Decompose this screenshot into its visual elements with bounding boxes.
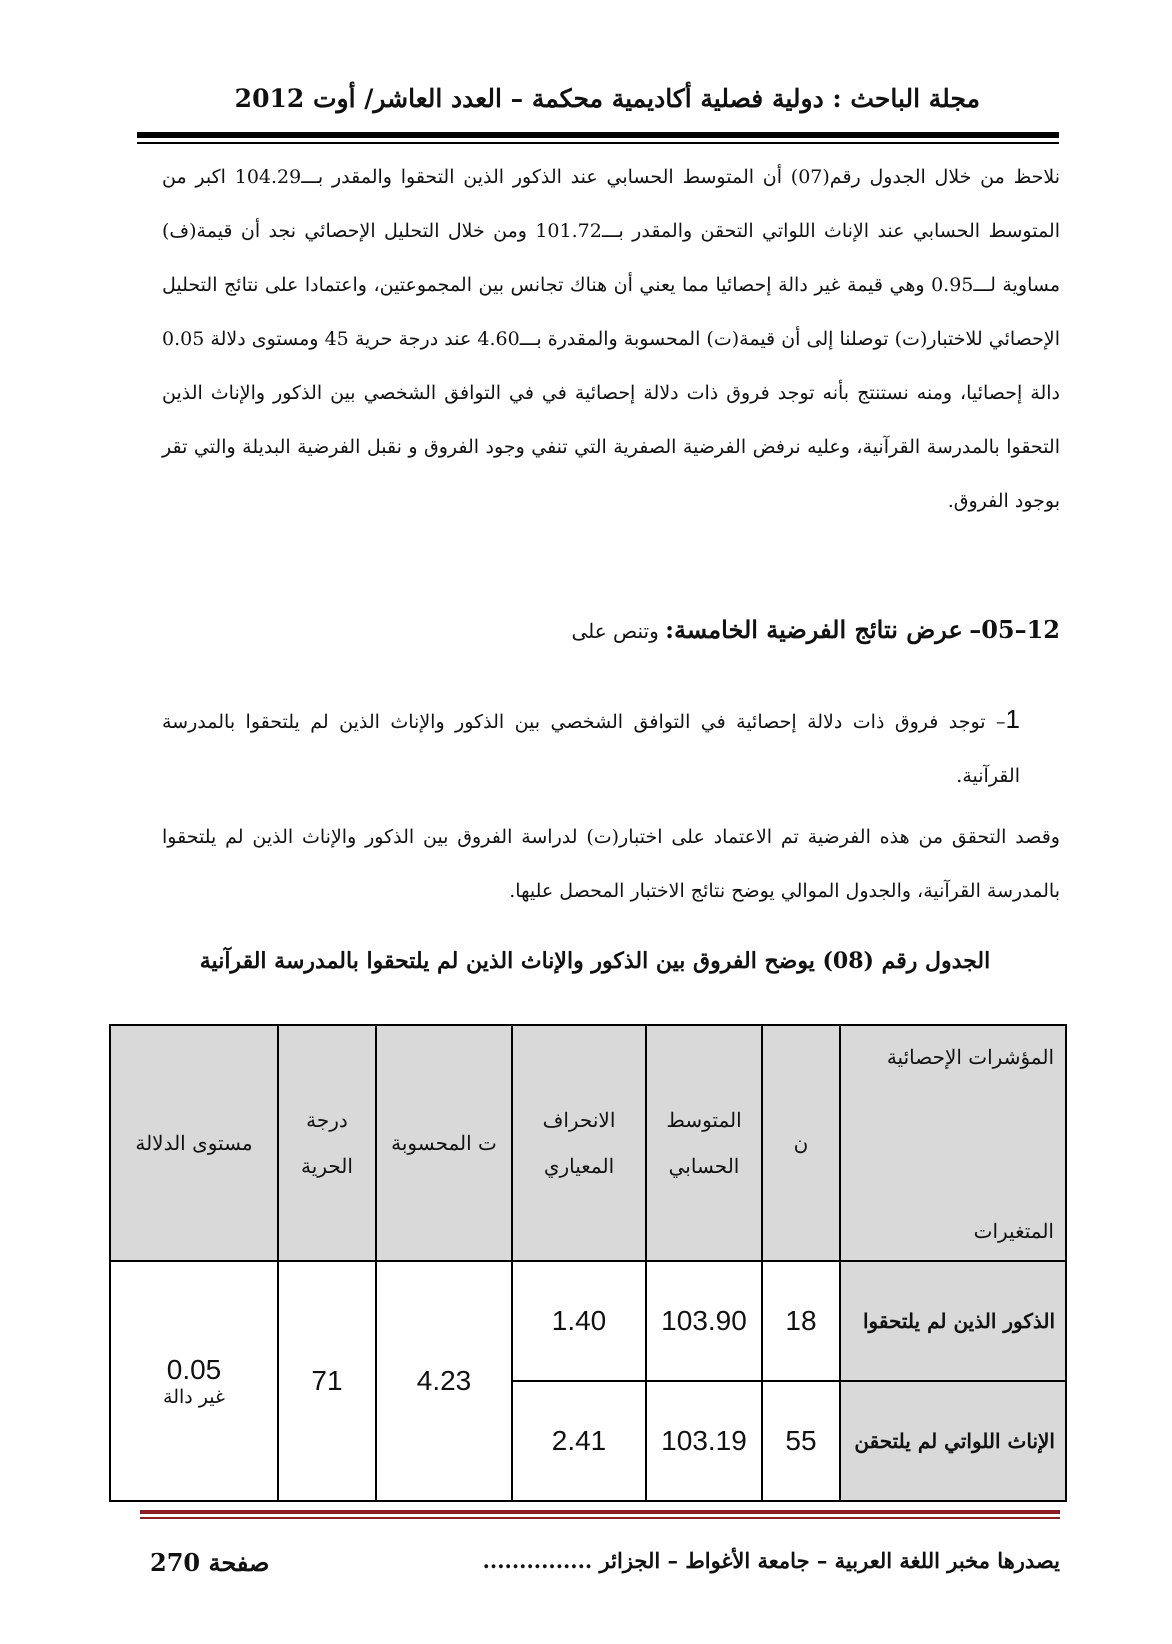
footer-publisher: يصدرها مخبر اللغة العربية – جامعة الأغواط – الجزائر ............... bbox=[482, 1548, 1060, 1573]
section-rest: وتنص على bbox=[571, 619, 659, 643]
cell-sd: 1.40 bbox=[512, 1261, 646, 1381]
header-n: ن bbox=[762, 1025, 840, 1261]
row-label: الذكور الذين لم يلتحقوا bbox=[840, 1261, 1066, 1381]
corner-top-label: المؤشرات الإحصائية bbox=[886, 1045, 1054, 1069]
paragraph-method: وقصد التحقق من هذه الفرضية تم الاعتماد على اختبار(ت) لدراسة الفروق بين الذكور والإناث الذين لم يلتحقوا بالمدرسة القرآنية، والجدول الموالي يوضح نتائج الاختبار المحصل عليها. bbox=[162, 826, 1060, 902]
table-caption: الجدول رقم (08) يوضح الفروق بين الذكور والإناث الذين لم يلتحقوا بالمدرسة القرآنية bbox=[199, 948, 991, 974]
table-row bbox=[110, 1261, 1066, 1381]
table-header-row bbox=[110, 1025, 1066, 1261]
header-mean: المتوسط الحسابي bbox=[646, 1025, 762, 1261]
header-rule-thin bbox=[137, 142, 1059, 144]
cell-sd: 2.41 bbox=[512, 1381, 646, 1501]
page-number: صفحة 270 bbox=[150, 1548, 270, 1577]
hypothesis-item bbox=[162, 692, 1020, 803]
cell-mean: 103.19 bbox=[646, 1381, 762, 1501]
row-label: الإناث اللواتي لم يلتحقن bbox=[840, 1381, 1066, 1501]
header-corner bbox=[840, 1025, 1066, 1261]
journal-header-title: مجلة الباحث : دولية فصلية أكاديمية محكمة – العدد العاشر/ أوت 2012 bbox=[234, 84, 980, 113]
cell-significance bbox=[110, 1261, 278, 1501]
significance-note: غير دالة bbox=[163, 1386, 225, 1408]
cell-mean: 103.90 bbox=[646, 1261, 762, 1381]
header-df: درجة الحرية bbox=[278, 1025, 376, 1261]
corner-bottom-label: المتغيرات bbox=[973, 1219, 1054, 1243]
section-number: 12–05– bbox=[969, 615, 1060, 644]
header-sig: مستوى الدلالة bbox=[110, 1025, 278, 1261]
cell-n: 18 bbox=[762, 1261, 840, 1381]
header-rule bbox=[137, 132, 1059, 138]
footer-rule-thin bbox=[140, 1517, 1060, 1519]
section-heading bbox=[162, 610, 1060, 651]
hypothesis-number: 1 bbox=[1005, 704, 1020, 734]
hypothesis-text: – توجد فروق ذات دلالة إحصائية في التوافق الشخصي بين الذكور والإناث الذين لم يلتحقوا بالمدرسة القرآنية. bbox=[162, 711, 1020, 787]
section-title: عرض نتائج الفرضية الخامسة: bbox=[665, 615, 963, 644]
cell-df-value: 71 bbox=[278, 1261, 376, 1501]
header-sd: الانحراف المعياري bbox=[512, 1025, 646, 1261]
cell-n: 55 bbox=[762, 1381, 840, 1501]
cell-t-value: 4.23 bbox=[376, 1261, 512, 1501]
significance-value: 0.05 bbox=[166, 1354, 222, 1385]
paragraph-discussion: نلاحظ من خلال الجدول رقم(07) أن المتوسط الحسابي عند الذكور الذين التحقوا والمقدر بـــ104.29 اكبر من المتوسط الحسابي عند الإناث اللواتي التحقن والمقدر بـــ101.72 ومن خلال التحليل الإحصائي نجد أن قيمة(ف) مساوية لـــ0.95 وهي قيمة غير دالة إحصائيا مما يعني أن هناك تجانس بين المجموعتين، واعتمادا على نتائج التحليل الإحصائي للاختبار(ت) توصلنا إلى أن قيمة(ت) المحسوبة والمقدرة بـــ4.60 عند درجة حرية 45 ومستوى دلالة 0.05 دالة إحصائيا، ومنه نستنتج بأنه توجد فروق ذات دلالة إحصائية في في التوافق الشخصي بين الذكور والإناث الذين التحقوا بالمدرسة القرآنية، وعليه نرفض الفرضية الصفرية التي تنفي وجود الفروق و نقبل الفرضية البديلة والتي تقر بوجود الفروق. bbox=[162, 166, 1060, 512]
header-t: ت المحسوبة bbox=[376, 1025, 512, 1261]
results-table bbox=[109, 1024, 1067, 1502]
footer-rule bbox=[140, 1510, 1060, 1514]
